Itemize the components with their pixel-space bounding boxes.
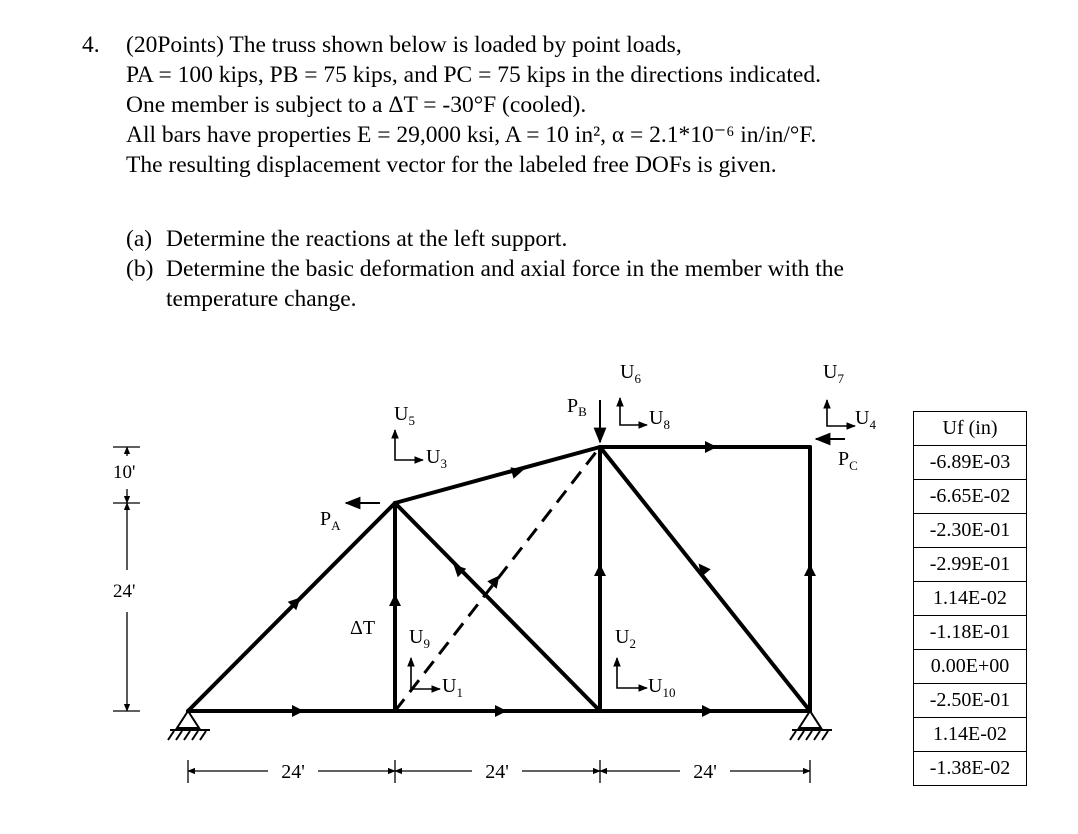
table-value: -2.50E-01 <box>914 684 1027 718</box>
load-label-pc-sub: C <box>849 458 858 473</box>
dof-label-u6 <box>620 361 641 386</box>
problem-line-4: All bars have properties E = 29,000 ksi, A = 10 in², α = 2.1*10⁻⁶ in/in/°F. <box>126 122 817 148</box>
dof-label-u7-sub: 7 <box>837 371 844 386</box>
load-label-pc-main: P <box>838 448 850 470</box>
table-value: -6.65E-02 <box>914 480 1027 514</box>
problem-line-2: PA = 100 kips, PB = 75 kips, and PC = 75 kips in the directions indicated. <box>126 62 821 88</box>
problem-line-5: The resulting displacement vector for the labeled free DOFs is given. <box>126 152 777 178</box>
dof-labels <box>394 361 876 700</box>
problem-line-3: One member is subject to a ΔT = -30°F (cooled). <box>126 92 587 118</box>
dof-label-u2-sub: 2 <box>629 636 636 651</box>
member-arrow <box>495 705 507 717</box>
part-b-text: Determine the basic deformation and axial force in the member with the <box>166 256 844 282</box>
part-a-label: (a) <box>126 226 153 252</box>
member-diagonal-mid <box>395 503 600 711</box>
load-label-pa <box>320 508 341 533</box>
dof-label-u10-sub: 10 <box>662 685 676 700</box>
dof-label-u5 <box>394 403 415 428</box>
support-right-pin <box>790 711 832 740</box>
problem-number: 4. <box>82 32 100 58</box>
load-label-pb-main: P <box>567 395 579 417</box>
dimension-lines <box>113 447 810 783</box>
dof-label-u5-sub: 5 <box>408 413 415 428</box>
dof-label-u3-main: U <box>426 446 441 468</box>
table-value: -2.30E-01 <box>914 514 1027 548</box>
dof-u2-u10-arrows <box>617 658 647 688</box>
dof-u5-u3-arrows <box>395 430 423 460</box>
dof-label-u8 <box>649 407 670 432</box>
dim-label-24ft-vertical: 24' <box>113 581 136 602</box>
dof-label-u9-main: U <box>409 626 424 648</box>
member-arrow <box>705 441 717 453</box>
part-a-text: Determine the reactions at the left support. <box>166 226 568 252</box>
dof-label-u7-main: U <box>823 361 838 383</box>
dof-label-u8-sub: 8 <box>663 417 670 432</box>
load-label-pb-sub: B <box>578 404 587 419</box>
dof-label-u2-main: U <box>615 626 630 648</box>
dof-label-u6-main: U <box>620 361 635 383</box>
dof-label-u5-main: U <box>394 403 409 425</box>
dim-label-10ft: 10' <box>113 462 136 483</box>
dof-label-u10-main: U <box>648 675 663 697</box>
dof-label-u9-sub: 9 <box>423 636 430 651</box>
table-value: -2.99E-01 <box>914 548 1027 582</box>
member-diagonal-right <box>600 447 810 711</box>
member-arrow <box>702 705 714 717</box>
table-value: 1.14E-02 <box>914 582 1027 616</box>
member-left-diagonal <box>188 503 395 711</box>
dof-label-u6-sub: 6 <box>634 371 641 386</box>
part-b-label: (b) <box>126 256 154 282</box>
member-arrow <box>594 564 606 576</box>
table-value: 1.14E-02 <box>914 718 1027 752</box>
load-label-pb <box>567 395 587 419</box>
member-arrow <box>292 705 304 717</box>
dof-u6-u8-arrows <box>620 398 647 425</box>
dof-label-u2 <box>615 626 636 651</box>
part-b-continuation: temperature change. <box>166 286 357 312</box>
dof-label-u7 <box>823 361 844 386</box>
dof-u7-u4-arrows <box>827 400 855 426</box>
table-value: -1.18E-01 <box>914 616 1027 650</box>
table-value: -6.89E-03 <box>914 446 1027 480</box>
dim-label-24ft-2: 24' <box>485 761 509 783</box>
dof-label-u1-sub: 1 <box>456 685 463 700</box>
dof-label-u4-sub: 4 <box>869 417 876 432</box>
delta-t-label: ΔT <box>350 617 376 639</box>
dim-label-24ft-3: 24' <box>693 761 717 783</box>
load-label-pa-main: P <box>320 508 332 530</box>
support-left-pin <box>168 711 210 740</box>
dof-label-u3 <box>426 446 447 471</box>
dof-label-u1 <box>442 675 463 700</box>
member-direction-arrows <box>288 441 816 717</box>
table-header: Uf (in) <box>914 412 1027 446</box>
table-value: 0.00E+00 <box>914 650 1027 684</box>
dof-label-u9 <box>409 626 430 651</box>
dof-label-u4 <box>855 407 876 432</box>
load-label-pc <box>838 448 858 473</box>
dim-label-24ft-1: 24' <box>281 761 305 783</box>
problem-line-1: (20Points) The truss shown below is loaded by point loads, <box>126 32 682 58</box>
load-label-pa-sub: A <box>331 518 341 533</box>
dof-label-u4-main: U <box>855 407 870 429</box>
dof-label-u3-sub: 3 <box>440 456 447 471</box>
dof-label-u1-main: U <box>442 675 457 697</box>
member-arrow <box>389 594 401 606</box>
displacement-table <box>913 411 1027 786</box>
dof-label-u8-main: U <box>649 407 664 429</box>
member-arrow <box>804 564 816 576</box>
table-value: -1.38E-02 <box>914 752 1027 786</box>
dof-label-u10 <box>648 675 675 700</box>
